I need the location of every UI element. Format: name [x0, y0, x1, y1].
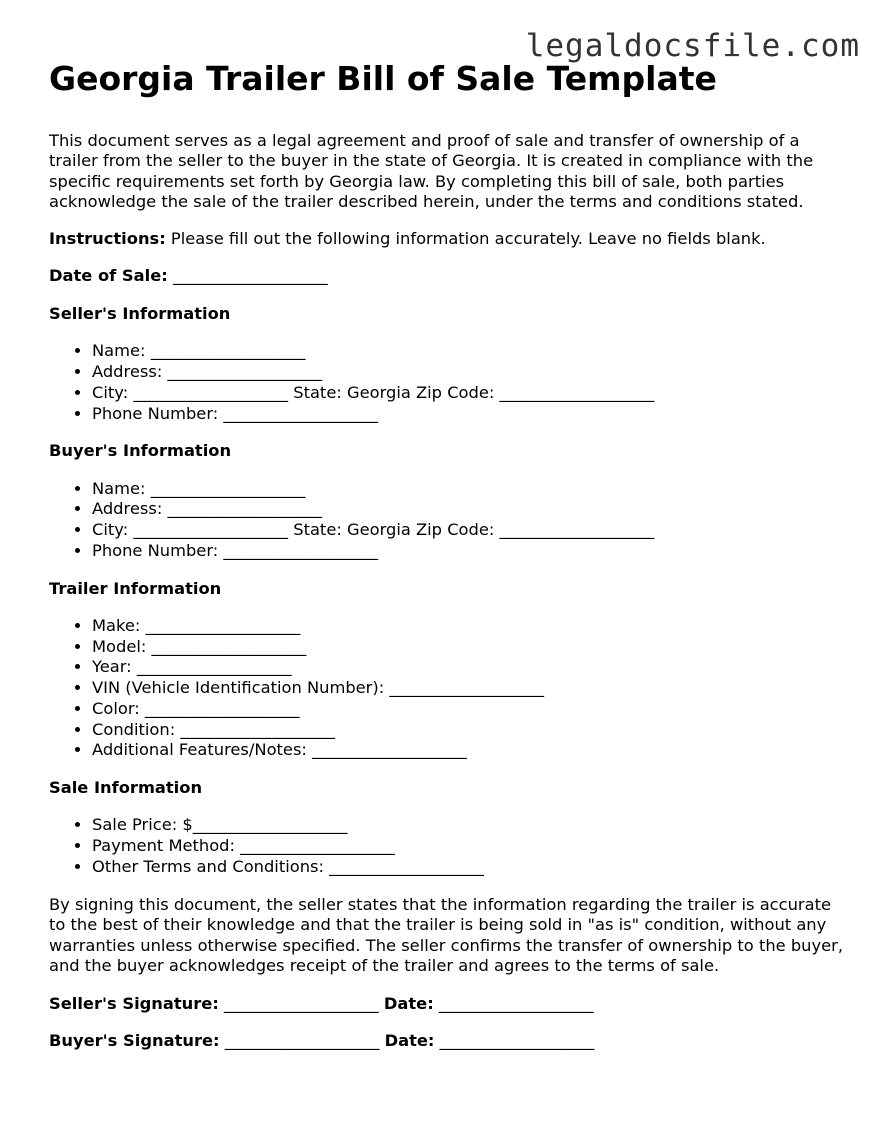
sale-list — [49, 815, 849, 877]
sale-heading: Sale Information — [49, 777, 203, 797]
buyer-city-state-zip-field[interactable]: • City: ___________________ State: Georgia Zip Code: ___________________ — [92, 520, 849, 541]
seller-heading: Seller's Information — [49, 303, 231, 323]
buyer-address-field[interactable]: • Address: ___________________ — [92, 499, 849, 520]
seller-list — [49, 341, 849, 424]
buyer-signature-line — [49, 1031, 849, 1052]
watermark: legaldocsfile.com — [525, 28, 860, 64]
closing-paragraph: By signing this document, the seller states that the information regarding the trailer is accurate to the best of their knowledge and that the trailer is being sold in "as is" condition, without any warranties unless otherwise specified. The seller confirms the transfer of ownership to the buyer, and the buyer acknowledges receipt of the trailer and agrees to the terms of sale. — [49, 894, 844, 976]
seller-date-label: Date: — [383, 993, 434, 1013]
buyer-phone-field[interactable]: • Phone Number: ___________________ — [92, 541, 849, 562]
intro-paragraph: This document serves as a legal agreement and proof of sale and transfer of ownership of a trailer from the seller to the buyer in the state of Georgia. It is created in compliance with the specific requirements set forth by Georgia law. By completing this bill of sale, both parties acknowledge the sale of the trailer described herein, under the terms and conditions stated. — [49, 130, 814, 212]
trailer-model-field[interactable]: • Model: ___________________ — [92, 637, 849, 658]
sale-price-field[interactable]: • Sale Price: $___________________ — [92, 815, 849, 836]
buyer-list — [49, 479, 849, 562]
instructions-label: Instructions: — [49, 228, 166, 248]
instructions-text: Please fill out the following information accurately. Leave no fields blank. — [165, 228, 766, 248]
seller-name-field[interactable]: • Name: ___________________ — [92, 341, 849, 362]
trailer-condition-field[interactable]: • Condition: ___________________ — [92, 720, 849, 741]
seller-city-state-zip-field[interactable]: • City: ___________________ State: Georgia Zip Code: ___________________ — [92, 383, 849, 404]
date-of-sale-label: Date of Sale: — [49, 266, 168, 286]
trailer-heading: Trailer Information — [49, 578, 222, 598]
buyer-name-field[interactable]: • Name: ___________________ — [92, 479, 849, 500]
trailer-list — [49, 616, 849, 761]
date-of-sale — [49, 266, 849, 287]
page-title: Georgia Trailer Bill of Sale Template — [49, 59, 717, 98]
trailer-notes-field[interactable]: • Additional Features/Notes: ___________________ — [92, 740, 849, 761]
instructions — [49, 229, 849, 250]
seller-signature-line — [49, 994, 849, 1015]
other-terms-field[interactable]: • Other Terms and Conditions: ___________________ — [92, 857, 849, 878]
trailer-year-field[interactable]: • Year: ___________________ — [92, 657, 849, 678]
trailer-vin-field[interactable]: • VIN (Vehicle Identification Number): ___________________ — [92, 678, 849, 699]
buyer-date-field[interactable]: ___________________ — [434, 1031, 595, 1051]
buyer-signature-field[interactable]: ___________________ — [219, 1031, 385, 1051]
seller-date-field[interactable]: ___________________ — [433, 993, 594, 1013]
trailer-color-field[interactable]: • Color: ___________________ — [92, 699, 849, 720]
buyer-date-label: Date: — [384, 1031, 435, 1051]
payment-method-field[interactable]: • Payment Method: ___________________ — [92, 836, 849, 857]
seller-signature-label: Seller's Signature: — [49, 993, 219, 1013]
buyer-heading: Buyer's Information — [49, 441, 232, 461]
seller-address-field[interactable]: • Address: ___________________ — [92, 362, 849, 383]
seller-phone-field[interactable]: • Phone Number: ___________________ — [92, 404, 849, 425]
document — [49, 60, 849, 1052]
buyer-signature-label: Buyer's Signature: — [49, 1031, 220, 1051]
date-of-sale-field[interactable]: ___________________ — [167, 266, 328, 286]
seller-signature-field[interactable]: ___________________ — [218, 993, 384, 1013]
trailer-make-field[interactable]: • Make: ___________________ — [92, 616, 849, 637]
